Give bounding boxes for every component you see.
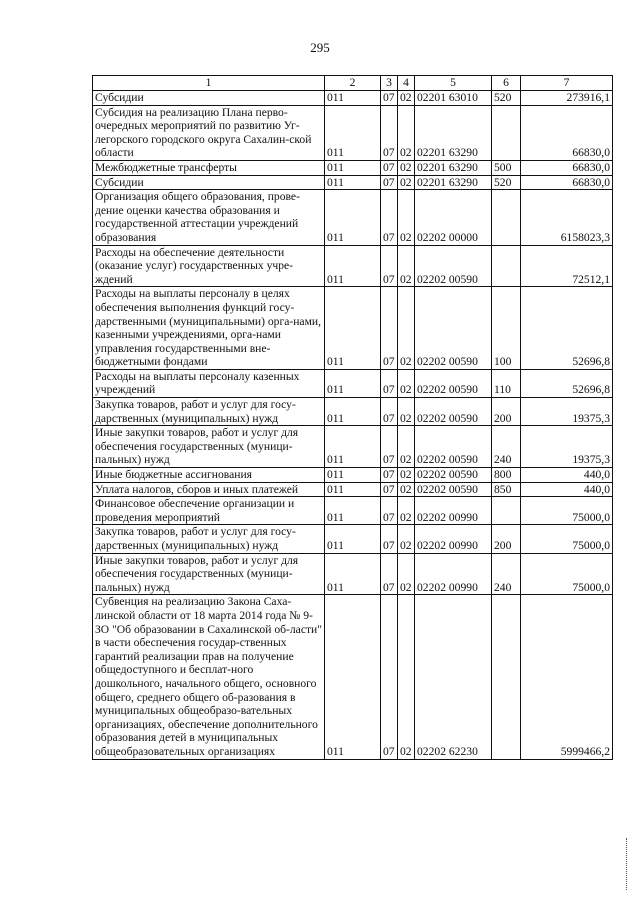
- table-row: [93, 91, 613, 106]
- header-cell: 6: [492, 76, 521, 91]
- expense-type-cell: 240: [492, 426, 521, 468]
- expense-type-cell: 850: [492, 482, 521, 497]
- item-name-cell: Иные закупки товаров, работ и услуг для обеспечения государственных (муници-пальных) нужд: [93, 553, 325, 595]
- expense-type-cell: 240: [492, 553, 521, 595]
- header-cell: 1: [93, 76, 325, 91]
- section-cell: 07: [381, 426, 398, 468]
- grbs-code-cell: 011: [325, 287, 381, 370]
- section-cell: 07: [381, 175, 398, 190]
- item-name-cell: Межбюджетные трансферты: [93, 160, 325, 175]
- amount-cell: 52696,8: [521, 369, 613, 397]
- grbs-code-cell: 011: [325, 369, 381, 397]
- section-cell: 07: [381, 190, 398, 245]
- section-cell: 07: [381, 482, 398, 497]
- amount-cell: 440,0: [521, 482, 613, 497]
- target-article-cell: 02201 63290: [415, 175, 492, 190]
- target-article-cell: 02201 63290: [415, 105, 492, 160]
- amount-cell: 19375,3: [521, 426, 613, 468]
- section-cell: 07: [381, 287, 398, 370]
- amount-cell: 19375,3: [521, 398, 613, 426]
- header-cell: 7: [521, 76, 613, 91]
- table-row: [93, 482, 613, 497]
- item-name-cell: Расходы на обеспечение деятельности (оказание услуг) государственных учре-ждений: [93, 245, 325, 287]
- grbs-code-cell: 011: [325, 595, 381, 759]
- subsection-cell: 02: [398, 553, 415, 595]
- expense-type-cell: 500: [492, 160, 521, 175]
- expense-type-cell: 800: [492, 468, 521, 483]
- item-name-cell: Иные бюджетные ассигнования: [93, 468, 325, 483]
- subsection-cell: 02: [398, 426, 415, 468]
- amount-cell: 52696,8: [521, 287, 613, 370]
- grbs-code-cell: 011: [325, 91, 381, 106]
- section-cell: 07: [381, 595, 398, 759]
- target-article-cell: 02202 62230: [415, 595, 492, 759]
- table-row: [93, 160, 613, 175]
- subsection-cell: 02: [398, 369, 415, 397]
- expense-type-cell: [492, 190, 521, 245]
- subsection-cell: 02: [398, 468, 415, 483]
- expense-type-cell: 110: [492, 369, 521, 397]
- expense-type-cell: 100: [492, 287, 521, 370]
- target-article-cell: 02202 00590: [415, 426, 492, 468]
- table-row: [93, 245, 613, 287]
- section-cell: 07: [381, 525, 398, 553]
- item-name-cell: Уплата налогов, сборов и иных платежей: [93, 482, 325, 497]
- table-row: [93, 369, 613, 397]
- page-number: 295: [310, 40, 330, 55]
- amount-cell: 75000,0: [521, 525, 613, 553]
- table-row: [93, 287, 613, 370]
- target-article-cell: 02201 63010: [415, 91, 492, 106]
- subsection-cell: 02: [398, 525, 415, 553]
- scan-edge-marks: [626, 838, 630, 890]
- header-cell: 3: [381, 76, 398, 91]
- amount-cell: 5999466,2: [521, 595, 613, 759]
- section-cell: 07: [381, 160, 398, 175]
- table-row: [93, 105, 613, 160]
- subsection-cell: 02: [398, 595, 415, 759]
- grbs-code-cell: 011: [325, 175, 381, 190]
- grbs-code-cell: 011: [325, 553, 381, 595]
- item-name-cell: Расходы на выплаты персоналу в целях обеспечения выполнения функций госу-дарственными (муниципальными) орга-нами, казенными учреждениями, орга-нами управления государственными вне-бюджетными фондами: [93, 287, 325, 370]
- expense-type-cell: 200: [492, 398, 521, 426]
- item-name-cell: Расходы на выплаты персоналу казенных учреждений: [93, 369, 325, 397]
- expense-type-cell: [492, 245, 521, 287]
- section-cell: 07: [381, 369, 398, 397]
- grbs-code-cell: 011: [325, 105, 381, 160]
- header-row: [93, 76, 613, 91]
- grbs-code-cell: 011: [325, 525, 381, 553]
- section-cell: 07: [381, 553, 398, 595]
- table-row: [93, 190, 613, 245]
- target-article-cell: 02202 00590: [415, 245, 492, 287]
- amount-cell: 66830,0: [521, 160, 613, 175]
- grbs-code-cell: 011: [325, 160, 381, 175]
- expense-type-cell: [492, 595, 521, 759]
- table-row: [93, 525, 613, 553]
- grbs-code-cell: 011: [325, 468, 381, 483]
- header-cell: 5: [415, 76, 492, 91]
- table-row: [93, 595, 613, 759]
- target-article-cell: 02202 00590: [415, 468, 492, 483]
- item-name-cell: Субсидии: [93, 175, 325, 190]
- expense-type-cell: [492, 497, 521, 525]
- item-name-cell: Субсидия на реализацию Плана перво-очередных мероприятий по развитию Уг-легорского городского округа Сахалин-ской области: [93, 105, 325, 160]
- target-article-cell: 02202 00590: [415, 369, 492, 397]
- item-name-cell: Закупка товаров, работ и услуг для госу-дарственных (муниципальных) нужд: [93, 398, 325, 426]
- amount-cell: 72512,1: [521, 245, 613, 287]
- target-article-cell: 02202 00990: [415, 553, 492, 595]
- table-row: [93, 175, 613, 190]
- item-name-cell: Закупка товаров, работ и услуг для госу-дарственных (муниципальных) нужд: [93, 525, 325, 553]
- grbs-code-cell: 011: [325, 245, 381, 287]
- item-name-cell: Субсидии: [93, 91, 325, 106]
- subsection-cell: 02: [398, 105, 415, 160]
- subsection-cell: 02: [398, 398, 415, 426]
- target-article-cell: 02202 00990: [415, 525, 492, 553]
- amount-cell: 440,0: [521, 468, 613, 483]
- expense-type-cell: [492, 105, 521, 160]
- subsection-cell: 02: [398, 482, 415, 497]
- budget-table: [92, 75, 613, 760]
- expense-type-cell: 200: [492, 525, 521, 553]
- table-row: [93, 553, 613, 595]
- section-cell: 07: [381, 398, 398, 426]
- amount-cell: 75000,0: [521, 553, 613, 595]
- section-cell: 07: [381, 245, 398, 287]
- item-name-cell: Субвенция на реализацию Закона Саха-линской области от 18 марта 2014 года № 9-ЗО "Об образовании в Сахалинской об-ласти" в части обеспечения государ-ственных гарантий реализации прав на получение общедоступного и бесплат-ного дошкольного, начального общего, основного общего, среднего общего об-разования в муниципальных общеобразо-вательных организациях, обеспечение дополнительного образования детей в муниципальных общеобразовательных организациях: [93, 595, 325, 759]
- target-article-cell: 02201 63290: [415, 160, 492, 175]
- target-article-cell: 02202 00590: [415, 287, 492, 370]
- expense-type-cell: 520: [492, 91, 521, 106]
- subsection-cell: 02: [398, 287, 415, 370]
- item-name-cell: Финансовое обеспечение организации и проведения мероприятий: [93, 497, 325, 525]
- section-cell: 07: [381, 468, 398, 483]
- section-cell: 07: [381, 497, 398, 525]
- item-name-cell: Организация общего образования, прове-дение оценки качества образования и государственной аттестации учреждений образования: [93, 190, 325, 245]
- grbs-code-cell: 011: [325, 497, 381, 525]
- amount-cell: 66830,0: [521, 175, 613, 190]
- header-cell: 2: [325, 76, 381, 91]
- subsection-cell: 02: [398, 497, 415, 525]
- grbs-code-cell: 011: [325, 398, 381, 426]
- grbs-code-cell: 011: [325, 190, 381, 245]
- target-article-cell: 02202 00590: [415, 482, 492, 497]
- amount-cell: 6158023,3: [521, 190, 613, 245]
- expense-type-cell: 520: [492, 175, 521, 190]
- table-row: [93, 426, 613, 468]
- subsection-cell: 02: [398, 160, 415, 175]
- subsection-cell: 02: [398, 175, 415, 190]
- grbs-code-cell: 011: [325, 482, 381, 497]
- target-article-cell: 02202 00990: [415, 497, 492, 525]
- section-cell: 07: [381, 91, 398, 106]
- table-row: [93, 468, 613, 483]
- table-row: [93, 497, 613, 525]
- subsection-cell: 02: [398, 91, 415, 106]
- item-name-cell: Иные закупки товаров, работ и услуг для обеспечения государственных (муници-пальных) нужд: [93, 426, 325, 468]
- subsection-cell: 02: [398, 190, 415, 245]
- target-article-cell: 02202 00590: [415, 398, 492, 426]
- amount-cell: 66830,0: [521, 105, 613, 160]
- target-article-cell: 02202 00000: [415, 190, 492, 245]
- grbs-code-cell: 011: [325, 426, 381, 468]
- subsection-cell: 02: [398, 245, 415, 287]
- table-row: [93, 398, 613, 426]
- header-cell: 4: [398, 76, 415, 91]
- amount-cell: 75000,0: [521, 497, 613, 525]
- amount-cell: 273916,1: [521, 91, 613, 106]
- section-cell: 07: [381, 105, 398, 160]
